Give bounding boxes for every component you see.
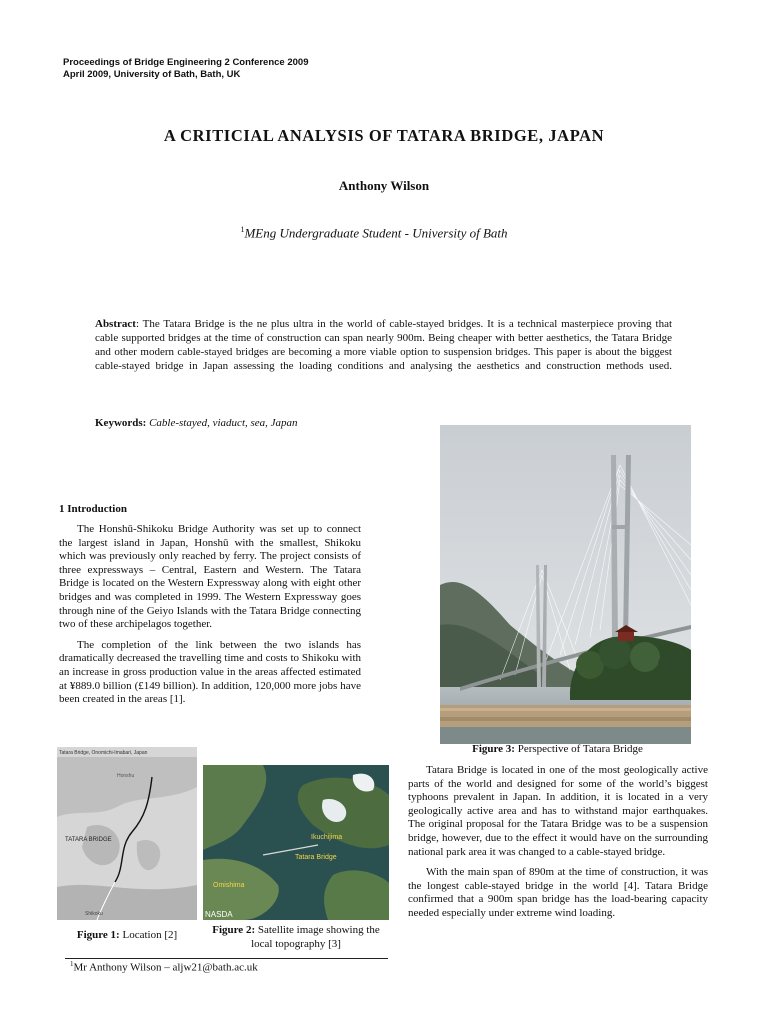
- column-2-body: [408, 764, 708, 928]
- author-name: Anthony Wilson: [338, 178, 430, 193]
- introduction-body: [59, 523, 361, 714]
- footnote: [70, 960, 258, 974]
- figure-3-label: Figure 3:: [472, 743, 515, 755]
- footnote-rule: [65, 958, 388, 959]
- figure-1-map: [57, 747, 197, 920]
- figure-1-caption: [57, 929, 197, 941]
- paragraph: The Honshū-Shikoku Bridge Authority was set up to connect the largest island in Japan, Honshū with the smallest, Shikoku which was previously only reached by ferry. The project consists of three expressways – Central, Eastern and Western. The Tatara Bridge is located on the Western Expressway along with eight other bridges and was completed in 1999. The Western Expressway goes through nine of the Geiyo Islands with the Tatara Bridge connecting two of these archipelagos together.: [59, 523, 361, 631]
- keywords-label: Keywords:: [95, 417, 147, 429]
- figure-2-caption-text: Satellite image showing the local topography [3]: [251, 924, 380, 950]
- paper-title: A CRITICIAL ANALYSIS OF TATARA BRIDGE, JAPAN: [163, 126, 605, 145]
- figure-3-photo: [440, 425, 691, 744]
- figure-1-label: Figure 1:: [76, 929, 120, 941]
- figure-1-label-tatara: TATARA BRIDGE: [65, 837, 112, 843]
- figure-3-caption-text: Perspective of Tatara Bridge: [517, 743, 643, 755]
- figure-1-label-honshu: Honshu: [117, 773, 135, 779]
- conference-header: [63, 57, 308, 81]
- figure-2-satellite: [203, 765, 389, 920]
- keywords-text: Cable-stayed, viaduct, sea, Japan: [149, 417, 298, 429]
- keywords: [95, 417, 298, 429]
- affiliation-text: MEng Undergraduate Student - University of Bath: [244, 225, 508, 241]
- abstract-label: Abstract: [95, 318, 136, 330]
- author-affiliation: [0, 225, 748, 241]
- figure-2-label-omishima: Omishima: [213, 882, 245, 889]
- affiliation-marker: 1: [240, 225, 245, 234]
- figure-2-label-nasda: NASDA: [205, 910, 233, 919]
- abstract-text: The Tatara Bridge is the ne plus ultra in the world of cable-stayed bridges. It is a technical masterpiece proving that cable supported bridges at the time of construction can span nearly 900m. Being cheaper with better aesthetics, the Tatara Bridge and other modern cable-stayed bridges are becoming a more viable option to suspension bridges. This paper is about the biggest cable-stayed bridge in Japan assessing the loading conditions and analysing the aesthetics and construction methods used.: [95, 318, 673, 372]
- conference-date-place: April 2009, University of Bath, Bath, UK: [63, 69, 241, 80]
- footnote-text: Mr Anthony Wilson – aljw21@bath.ac.uk: [73, 961, 258, 974]
- figure-3-caption: [440, 743, 675, 755]
- conference-name: Proceedings of Bridge Engineering 2 Conference 2009: [63, 57, 309, 68]
- footnote-marker: 1: [70, 960, 74, 968]
- figure-2-label-ikuchijima: Ikuchijima: [311, 834, 343, 841]
- figure-2-caption: [203, 923, 389, 951]
- figure-1-label-shikoku: Shikoku: [85, 911, 103, 917]
- paragraph: With the main span of 890m at the time of construction, it was the longest cable-stayed bridge in the world [4]. Tatara Bridge confirmed that a 900m span bridge has the load-bearing capacity needed especially under extreme wind loading.: [408, 866, 708, 919]
- figure-2-label-tatara: Tatara Bridge: [295, 854, 337, 861]
- paragraph: Tatara Bridge is located in one of the most geologically active parts of the world and designed for some of the world’s biggest typhoons prevalent in Japan. In addition, it is located in a very geologically active area and has to withstand major earthquakes. The original proposal for the Tatara Bridge was to be a suspension bridge, however, due to the effect it would have on the surrounding national park area it was changed to a cable-stayed bridge.: [408, 764, 708, 858]
- figure-1-map-title: Tatara Bridge, Onomichi-Imabari, Japan: [59, 750, 148, 756]
- abstract: Abstract: The Tatara Bridge is the ne plus ultra in the world of cable-stayed bridges. It is a technical masterpiece proving that cable supported bridges at the time of construction can span nearly 900m. Being cheaper with better aesthetics, the Tatara Bridge and other modern cable-stayed bridges are becoming a more viable option to suspension bridges. This paper is about the biggest cable-stayed bridge in Japan assessing the loading conditions and analysing the aesthetics and construction methods used.: [95, 318, 673, 372]
- figure-1-caption-text: Location [2]: [122, 929, 178, 941]
- figure-2-label: Figure 2:: [212, 924, 256, 936]
- paragraph: The completion of the link between the two islands has dramatically decreased the travelling time and costs to Shikoku with an increase in gross production value in the areas affected estimated at ¥889.0 billion (£149 billion). In addition, 120,000 more jobs have been created in the areas [1].: [59, 638, 361, 706]
- section-heading-introduction: 1 Introduction: [59, 503, 127, 515]
